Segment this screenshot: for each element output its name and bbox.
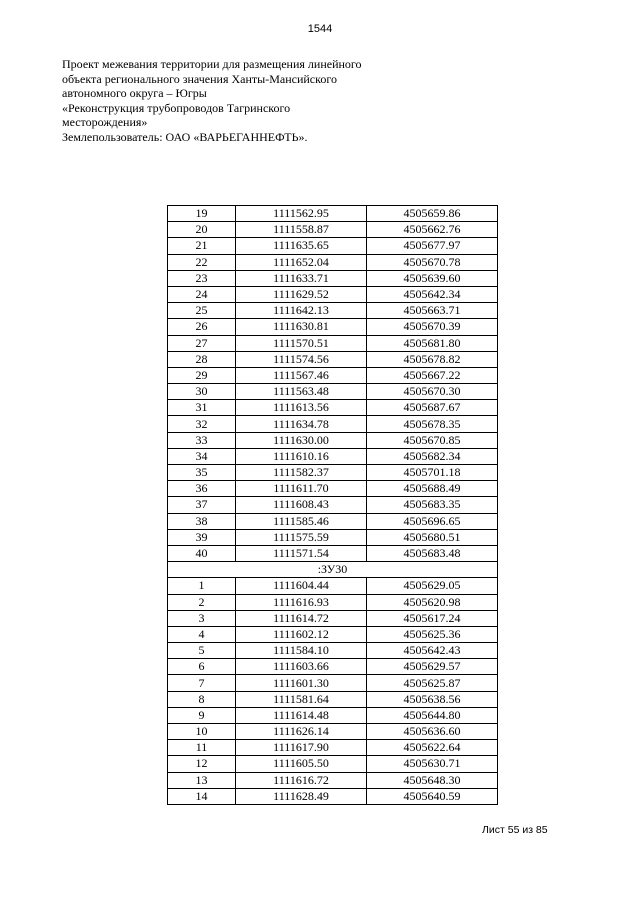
x-coordinate-cell: 1111603.66 (236, 659, 367, 675)
x-coordinate-cell: 1111584.10 (236, 643, 367, 659)
x-coordinate-cell: 1111601.30 (236, 675, 367, 691)
header-line: «Реконструкция трубопроводов Тагринского (62, 100, 291, 115)
y-coordinate-cell: 4505659.86 (367, 206, 498, 222)
point-number-cell: 23 (168, 270, 236, 286)
point-number-cell: 22 (168, 254, 236, 270)
table-row (168, 756, 498, 772)
point-number-cell: 32 (168, 416, 236, 432)
y-coordinate-cell: 4505629.05 (367, 578, 498, 594)
x-coordinate-cell: 1111581.64 (236, 691, 367, 707)
table-row (168, 206, 498, 222)
section-row (168, 562, 498, 578)
point-number-cell: 4 (168, 626, 236, 642)
table-row (168, 578, 498, 594)
y-coordinate-cell: 4505642.34 (367, 286, 498, 302)
x-coordinate-cell: 1111608.43 (236, 497, 367, 513)
x-coordinate-cell: 1111635.65 (236, 238, 367, 254)
table-row (168, 416, 498, 432)
y-coordinate-cell: 4505681.80 (367, 335, 498, 351)
x-coordinate-cell: 1111574.56 (236, 351, 367, 367)
y-coordinate-cell: 4505642.43 (367, 643, 498, 659)
table-row (168, 529, 498, 545)
point-number-cell: 21 (168, 238, 236, 254)
y-coordinate-cell: 4505701.18 (367, 465, 498, 481)
header-line: Проект межевания территории для размещения линейного (62, 57, 362, 71)
table-row (168, 286, 498, 302)
x-coordinate-cell: 1111628.49 (236, 788, 367, 804)
x-coordinate-cell: 1111563.48 (236, 384, 367, 400)
x-coordinate-cell: 1111570.51 (236, 335, 367, 351)
table-row (168, 351, 498, 367)
point-number-cell: 14 (168, 788, 236, 804)
y-coordinate-cell: 4505682.34 (367, 448, 498, 464)
y-coordinate-cell: 4505662.76 (367, 222, 498, 238)
table-row (168, 367, 498, 383)
point-number-cell: 36 (168, 481, 236, 497)
x-coordinate-cell: 1111613.56 (236, 400, 367, 416)
point-number-cell: 25 (168, 303, 236, 319)
point-number-cell: 2 (168, 594, 236, 610)
x-coordinate-cell: 1111642.13 (236, 303, 367, 319)
land-user-label: Землепользователь: (62, 129, 163, 144)
header-line: автономного округа – Югры (62, 86, 207, 100)
x-coordinate-cell: 1111630.81 (236, 319, 367, 335)
y-coordinate-cell: 4505678.35 (367, 416, 498, 432)
table-row (168, 335, 498, 351)
page-number: 1544 (307, 23, 333, 35)
y-coordinate-cell: 4505638.56 (367, 691, 498, 707)
point-number-cell: 28 (168, 351, 236, 367)
y-coordinate-cell: 4505636.60 (367, 724, 498, 740)
x-coordinate-cell: 1111605.50 (236, 756, 367, 772)
point-number-cell: 40 (168, 545, 236, 561)
point-number-cell: 29 (168, 367, 236, 383)
point-number-cell: 27 (168, 335, 236, 351)
x-coordinate-cell: 1111634.78 (236, 416, 367, 432)
x-coordinate-cell: 1111610.16 (236, 448, 367, 464)
point-number-cell: 19 (168, 206, 236, 222)
y-coordinate-cell: 4505630.71 (367, 756, 498, 772)
table-row (168, 448, 498, 464)
point-number-cell: 39 (168, 529, 236, 545)
coordinates-table (167, 205, 498, 805)
point-number-cell: 33 (168, 432, 236, 448)
table-row (168, 659, 498, 675)
table-row (168, 238, 498, 254)
sheet-counter: Лист 55 из 85 (482, 824, 548, 836)
x-coordinate-cell: 1111562.95 (236, 206, 367, 222)
y-coordinate-cell: 4505622.64 (367, 740, 498, 756)
y-coordinate-cell: 4505680.51 (367, 529, 498, 545)
point-number-cell: 20 (168, 222, 236, 238)
table-row (168, 303, 498, 319)
table-row (168, 254, 498, 270)
table-row (168, 610, 498, 626)
x-coordinate-cell: 1111571.54 (236, 545, 367, 561)
y-coordinate-cell: 4505640.59 (367, 788, 498, 804)
table-row (168, 400, 498, 416)
table-row (168, 465, 498, 481)
y-coordinate-cell: 4505617.24 (367, 610, 498, 626)
y-coordinate-cell: 4505663.71 (367, 303, 498, 319)
point-number-cell: 5 (168, 643, 236, 659)
y-coordinate-cell: 4505629.57 (367, 659, 498, 675)
point-number-cell: 13 (168, 772, 236, 788)
table-row (168, 675, 498, 691)
land-user-line (62, 130, 392, 145)
table-row (168, 513, 498, 529)
x-coordinate-cell: 1111611.70 (236, 481, 367, 497)
point-number-cell: 30 (168, 384, 236, 400)
point-number-cell: 24 (168, 286, 236, 302)
y-coordinate-cell: 4505648.30 (367, 772, 498, 788)
x-coordinate-cell: 1111602.12 (236, 626, 367, 642)
y-coordinate-cell: 4505696.65 (367, 513, 498, 529)
y-coordinate-cell: 4505683.48 (367, 545, 498, 561)
table-row (168, 788, 498, 804)
point-number-cell: 38 (168, 513, 236, 529)
x-coordinate-cell: 1111567.46 (236, 367, 367, 383)
point-number-cell: 10 (168, 724, 236, 740)
point-number-cell: 7 (168, 675, 236, 691)
table-row (168, 384, 498, 400)
table-row (168, 740, 498, 756)
point-number-cell: 6 (168, 659, 236, 675)
point-number-cell: 12 (168, 756, 236, 772)
y-coordinate-cell: 4505620.98 (367, 594, 498, 610)
y-coordinate-cell: 4505670.85 (367, 432, 498, 448)
document-header (62, 57, 392, 144)
table-row (168, 481, 498, 497)
point-number-cell: 35 (168, 465, 236, 481)
table-row (168, 691, 498, 707)
y-coordinate-cell: 4505670.39 (367, 319, 498, 335)
point-number-cell: 34 (168, 448, 236, 464)
y-coordinate-cell: 4505678.82 (367, 351, 498, 367)
x-coordinate-cell: 1111582.37 (236, 465, 367, 481)
y-coordinate-cell: 4505688.49 (367, 481, 498, 497)
point-number-cell: 3 (168, 610, 236, 626)
y-coordinate-cell: 4505625.87 (367, 675, 498, 691)
table-row (168, 319, 498, 335)
table-row (168, 594, 498, 610)
y-coordinate-cell: 4505670.30 (367, 384, 498, 400)
table-row (168, 270, 498, 286)
x-coordinate-cell: 1111616.93 (236, 594, 367, 610)
table-row (168, 626, 498, 642)
y-coordinate-cell: 4505667.22 (367, 367, 498, 383)
point-number-cell: 8 (168, 691, 236, 707)
y-coordinate-cell: 4505687.67 (367, 400, 498, 416)
x-coordinate-cell: 1111575.59 (236, 529, 367, 545)
y-coordinate-cell: 4505683.35 (367, 497, 498, 513)
x-coordinate-cell: 1111617.90 (236, 740, 367, 756)
point-number-cell: 26 (168, 319, 236, 335)
point-number-cell: 31 (168, 400, 236, 416)
table-row (168, 545, 498, 561)
header-line: объекта регионального значения Ханты-Мансийского (62, 71, 337, 86)
point-number-cell: 11 (168, 740, 236, 756)
x-coordinate-cell: 1111652.04 (236, 254, 367, 270)
y-coordinate-cell: 4505670.78 (367, 254, 498, 270)
coordinates-table-body (168, 206, 498, 805)
y-coordinate-cell: 4505677.97 (367, 238, 498, 254)
table-row (168, 222, 498, 238)
table-row (168, 497, 498, 513)
x-coordinate-cell: 1111585.46 (236, 513, 367, 529)
point-number-cell: 37 (168, 497, 236, 513)
table-row (168, 643, 498, 659)
x-coordinate-cell: 1111633.71 (236, 270, 367, 286)
table-row (168, 724, 498, 740)
x-coordinate-cell: 1111629.52 (236, 286, 367, 302)
y-coordinate-cell: 4505644.80 (367, 707, 498, 723)
x-coordinate-cell: 1111630.00 (236, 432, 367, 448)
table-row (168, 772, 498, 788)
table-row (168, 432, 498, 448)
section-label: :ЗУ30 (168, 562, 498, 578)
header-line: месторождения» (62, 115, 148, 129)
x-coordinate-cell: 1111558.87 (236, 222, 367, 238)
land-user-value: ОАО «ВАРЬЕГАННЕФТЬ». (165, 129, 308, 144)
x-coordinate-cell: 1111614.72 (236, 610, 367, 626)
point-number-cell: 1 (168, 578, 236, 594)
x-coordinate-cell: 1111626.14 (236, 724, 367, 740)
x-coordinate-cell: 1111614.48 (236, 707, 367, 723)
y-coordinate-cell: 4505639.60 (367, 270, 498, 286)
x-coordinate-cell: 1111604.44 (236, 578, 367, 594)
table-row (168, 707, 498, 723)
y-coordinate-cell: 4505625.36 (367, 626, 498, 642)
x-coordinate-cell: 1111616.72 (236, 772, 367, 788)
point-number-cell: 9 (168, 707, 236, 723)
